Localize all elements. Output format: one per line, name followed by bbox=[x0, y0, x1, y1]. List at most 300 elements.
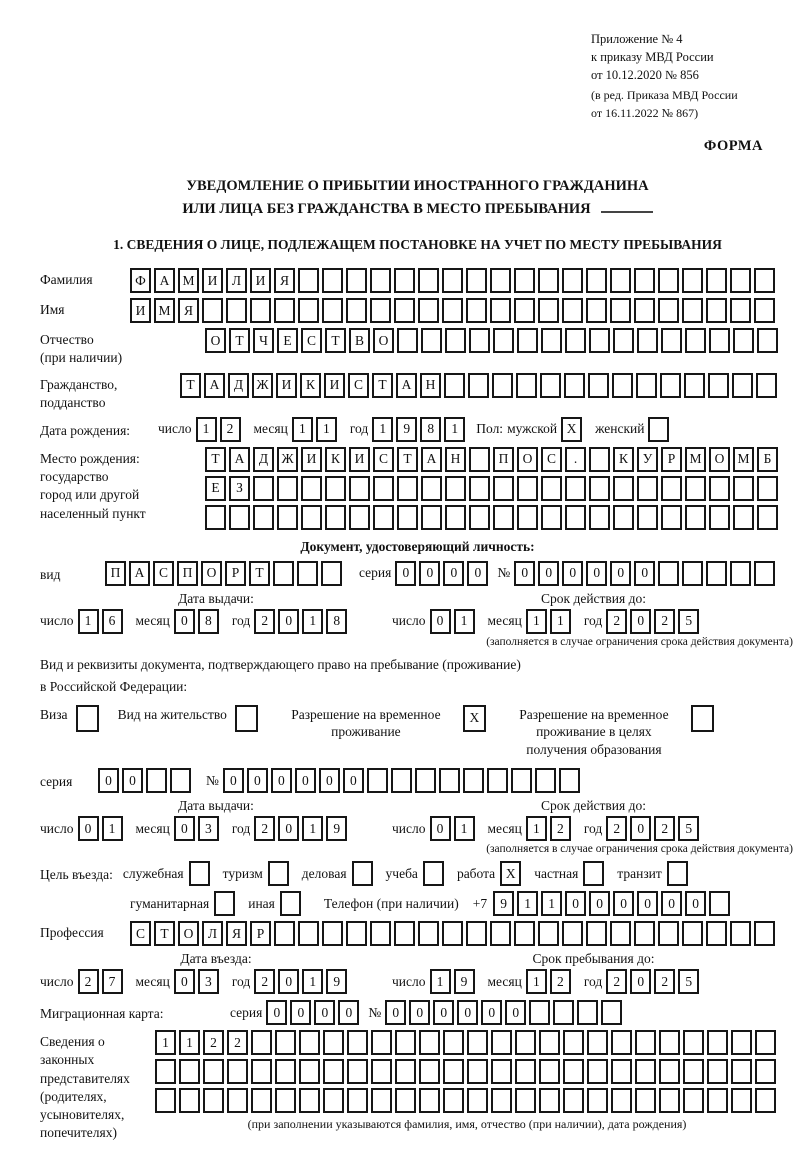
char-cell[interactable] bbox=[490, 921, 511, 946]
char-cell[interactable] bbox=[634, 268, 655, 293]
char-cell[interactable] bbox=[442, 921, 463, 946]
char-cell[interactable] bbox=[730, 298, 751, 323]
char-cell[interactable]: А bbox=[229, 447, 250, 472]
char-cell[interactable]: 0 bbox=[637, 891, 658, 916]
char-cell[interactable] bbox=[658, 921, 679, 946]
char-cell[interactable] bbox=[203, 1088, 224, 1113]
char-cell[interactable]: 3 bbox=[198, 816, 219, 841]
char-cell[interactable]: О bbox=[178, 921, 199, 946]
char-cell[interactable]: 0 bbox=[467, 561, 488, 586]
char-cell[interactable] bbox=[421, 505, 442, 530]
char-cell[interactable] bbox=[754, 268, 775, 293]
char-cell[interactable] bbox=[562, 268, 583, 293]
char-cell[interactable] bbox=[203, 1059, 224, 1084]
checkbox-purpose-humanitarian[interactable] bbox=[214, 891, 235, 916]
char-cell[interactable]: 2 bbox=[654, 609, 675, 634]
char-cell[interactable] bbox=[301, 476, 322, 501]
char-cell[interactable] bbox=[517, 476, 538, 501]
char-cell[interactable]: 0 bbox=[174, 969, 195, 994]
char-cell[interactable] bbox=[659, 1088, 680, 1113]
char-cell[interactable] bbox=[754, 561, 775, 586]
char-cell[interactable]: 0 bbox=[481, 1000, 502, 1025]
char-cell[interactable] bbox=[589, 328, 610, 353]
char-cell[interactable] bbox=[709, 505, 730, 530]
char-cell[interactable] bbox=[325, 476, 346, 501]
char-cell[interactable] bbox=[553, 1000, 574, 1025]
char-cell[interactable]: С bbox=[373, 447, 394, 472]
char-cell[interactable] bbox=[397, 476, 418, 501]
char-cell[interactable] bbox=[397, 505, 418, 530]
char-cell[interactable] bbox=[706, 298, 727, 323]
checkbox-gender-male[interactable]: X bbox=[561, 417, 582, 442]
char-cell[interactable]: 0 bbox=[685, 891, 706, 916]
char-cell[interactable]: У bbox=[637, 447, 658, 472]
char-cell[interactable]: 1 bbox=[102, 816, 123, 841]
checkbox-temp-residence-permit-education[interactable] bbox=[691, 705, 714, 732]
char-cell[interactable]: 0 bbox=[266, 1000, 287, 1025]
char-cell[interactable] bbox=[321, 561, 342, 586]
char-cell[interactable] bbox=[730, 921, 751, 946]
char-cell[interactable] bbox=[468, 373, 489, 398]
char-cell[interactable] bbox=[610, 268, 631, 293]
char-cell[interactable]: А bbox=[396, 373, 417, 398]
char-cell[interactable] bbox=[637, 328, 658, 353]
char-cell[interactable] bbox=[535, 768, 556, 793]
char-cell[interactable]: 5 bbox=[678, 816, 699, 841]
char-cell[interactable] bbox=[635, 1030, 656, 1055]
char-cell[interactable] bbox=[205, 505, 226, 530]
char-cell[interactable] bbox=[635, 1059, 656, 1084]
checkbox-residence-permit[interactable] bbox=[235, 705, 258, 732]
checkbox-purpose-transit[interactable] bbox=[667, 861, 688, 886]
char-cell[interactable]: 0 bbox=[538, 561, 559, 586]
char-cell[interactable]: 2 bbox=[254, 816, 275, 841]
char-cell[interactable] bbox=[346, 268, 367, 293]
char-cell[interactable] bbox=[588, 373, 609, 398]
char-cell[interactable] bbox=[514, 298, 535, 323]
char-cell[interactable] bbox=[490, 268, 511, 293]
char-cell[interactable]: 5 bbox=[678, 609, 699, 634]
char-cell[interactable] bbox=[683, 1088, 704, 1113]
char-cell[interactable]: 0 bbox=[314, 1000, 335, 1025]
char-cell[interactable]: 2 bbox=[78, 969, 99, 994]
char-cell[interactable]: 1 bbox=[292, 417, 313, 442]
char-cell[interactable]: К bbox=[613, 447, 634, 472]
char-cell[interactable] bbox=[439, 768, 460, 793]
char-cell[interactable] bbox=[539, 1030, 560, 1055]
char-cell[interactable] bbox=[469, 476, 490, 501]
char-cell[interactable]: 9 bbox=[326, 969, 347, 994]
char-cell[interactable] bbox=[469, 328, 490, 353]
char-cell[interactable] bbox=[251, 1030, 272, 1055]
char-cell[interactable]: 0 bbox=[610, 561, 631, 586]
char-cell[interactable]: Р bbox=[250, 921, 271, 946]
char-cell[interactable]: А bbox=[421, 447, 442, 472]
char-cell[interactable]: К bbox=[300, 373, 321, 398]
char-cell[interactable] bbox=[516, 373, 537, 398]
char-cell[interactable]: 0 bbox=[630, 609, 651, 634]
char-cell[interactable] bbox=[394, 298, 415, 323]
char-cell[interactable]: 0 bbox=[430, 609, 451, 634]
char-cell[interactable]: 0 bbox=[78, 816, 99, 841]
char-cell[interactable] bbox=[682, 268, 703, 293]
char-cell[interactable]: 0 bbox=[630, 816, 651, 841]
char-cell[interactable] bbox=[563, 1088, 584, 1113]
char-cell[interactable]: 0 bbox=[630, 969, 651, 994]
char-cell[interactable] bbox=[515, 1030, 536, 1055]
char-cell[interactable] bbox=[442, 298, 463, 323]
char-cell[interactable]: М bbox=[685, 447, 706, 472]
char-cell[interactable] bbox=[707, 1030, 728, 1055]
char-cell[interactable]: 2 bbox=[654, 816, 675, 841]
char-cell[interactable] bbox=[586, 268, 607, 293]
checkbox-purpose-private[interactable] bbox=[583, 861, 604, 886]
char-cell[interactable]: 1 bbox=[430, 969, 451, 994]
char-cell[interactable]: 1 bbox=[541, 891, 562, 916]
char-cell[interactable] bbox=[538, 921, 559, 946]
char-cell[interactable] bbox=[538, 268, 559, 293]
char-cell[interactable]: 0 bbox=[457, 1000, 478, 1025]
char-cell[interactable] bbox=[155, 1059, 176, 1084]
char-cell[interactable] bbox=[347, 1059, 368, 1084]
char-cell[interactable]: 0 bbox=[409, 1000, 430, 1025]
char-cell[interactable]: 9 bbox=[493, 891, 514, 916]
char-cell[interactable] bbox=[517, 328, 538, 353]
char-cell[interactable]: П bbox=[177, 561, 198, 586]
char-cell[interactable] bbox=[275, 1030, 296, 1055]
char-cell[interactable] bbox=[298, 298, 319, 323]
char-cell[interactable]: Н bbox=[445, 447, 466, 472]
char-cell[interactable] bbox=[610, 298, 631, 323]
char-cell[interactable] bbox=[493, 476, 514, 501]
char-cell[interactable] bbox=[559, 768, 580, 793]
char-cell[interactable] bbox=[443, 1088, 464, 1113]
char-cell[interactable] bbox=[562, 298, 583, 323]
char-cell[interactable] bbox=[538, 298, 559, 323]
char-cell[interactable] bbox=[443, 1030, 464, 1055]
char-cell[interactable] bbox=[419, 1059, 440, 1084]
char-cell[interactable] bbox=[541, 505, 562, 530]
char-cell[interactable] bbox=[274, 298, 295, 323]
char-cell[interactable] bbox=[395, 1059, 416, 1084]
checkbox-purpose-tourism[interactable] bbox=[268, 861, 289, 886]
char-cell[interactable] bbox=[517, 505, 538, 530]
char-cell[interactable] bbox=[658, 268, 679, 293]
char-cell[interactable]: 2 bbox=[606, 816, 627, 841]
char-cell[interactable]: 0 bbox=[433, 1000, 454, 1025]
char-cell[interactable] bbox=[419, 1030, 440, 1055]
char-cell[interactable]: И bbox=[349, 447, 370, 472]
char-cell[interactable] bbox=[349, 476, 370, 501]
char-cell[interactable]: О bbox=[373, 328, 394, 353]
checkbox-temp-residence-permit[interactable]: X bbox=[463, 705, 486, 732]
char-cell[interactable]: 0 bbox=[290, 1000, 311, 1025]
char-cell[interactable] bbox=[418, 298, 439, 323]
char-cell[interactable] bbox=[587, 1088, 608, 1113]
char-cell[interactable]: 6 bbox=[102, 609, 123, 634]
char-cell[interactable]: К bbox=[325, 447, 346, 472]
char-cell[interactable]: Т bbox=[397, 447, 418, 472]
char-cell[interactable] bbox=[467, 1059, 488, 1084]
char-cell[interactable]: 1 bbox=[302, 969, 323, 994]
char-cell[interactable] bbox=[685, 328, 706, 353]
char-cell[interactable] bbox=[170, 768, 191, 793]
char-cell[interactable] bbox=[587, 1059, 608, 1084]
char-cell[interactable]: 9 bbox=[326, 816, 347, 841]
char-cell[interactable] bbox=[301, 505, 322, 530]
char-cell[interactable] bbox=[347, 1088, 368, 1113]
checkbox-visa[interactable] bbox=[76, 705, 99, 732]
char-cell[interactable] bbox=[730, 268, 751, 293]
char-cell[interactable] bbox=[179, 1059, 200, 1084]
char-cell[interactable]: 2 bbox=[254, 609, 275, 634]
char-cell[interactable]: Е bbox=[277, 328, 298, 353]
char-cell[interactable] bbox=[463, 768, 484, 793]
char-cell[interactable]: О bbox=[205, 328, 226, 353]
char-cell[interactable] bbox=[659, 1059, 680, 1084]
char-cell[interactable]: 1 bbox=[316, 417, 337, 442]
char-cell[interactable]: Ж bbox=[277, 447, 298, 472]
char-cell[interactable]: С bbox=[301, 328, 322, 353]
char-cell[interactable] bbox=[469, 505, 490, 530]
char-cell[interactable]: З bbox=[229, 476, 250, 501]
char-cell[interactable]: О bbox=[517, 447, 538, 472]
char-cell[interactable]: Т bbox=[205, 447, 226, 472]
char-cell[interactable]: 0 bbox=[174, 816, 195, 841]
char-cell[interactable] bbox=[394, 921, 415, 946]
char-cell[interactable]: 0 bbox=[98, 768, 119, 793]
char-cell[interactable] bbox=[541, 476, 562, 501]
char-cell[interactable]: 2 bbox=[203, 1030, 224, 1055]
char-cell[interactable]: 2 bbox=[550, 816, 571, 841]
char-cell[interactable]: О bbox=[201, 561, 222, 586]
char-cell[interactable] bbox=[445, 476, 466, 501]
char-cell[interactable] bbox=[251, 1059, 272, 1084]
char-cell[interactable] bbox=[421, 476, 442, 501]
char-cell[interactable] bbox=[371, 1059, 392, 1084]
char-cell[interactable] bbox=[275, 1088, 296, 1113]
char-cell[interactable]: Т bbox=[372, 373, 393, 398]
char-cell[interactable] bbox=[445, 505, 466, 530]
char-cell[interactable] bbox=[587, 1030, 608, 1055]
char-cell[interactable] bbox=[253, 476, 274, 501]
char-cell[interactable]: 0 bbox=[338, 1000, 359, 1025]
char-cell[interactable] bbox=[373, 505, 394, 530]
char-cell[interactable] bbox=[493, 328, 514, 353]
char-cell[interactable] bbox=[229, 505, 250, 530]
char-cell[interactable] bbox=[682, 561, 703, 586]
char-cell[interactable] bbox=[466, 268, 487, 293]
char-cell[interactable] bbox=[611, 1059, 632, 1084]
char-cell[interactable] bbox=[540, 373, 561, 398]
char-cell[interactable] bbox=[757, 505, 778, 530]
char-cell[interactable] bbox=[298, 268, 319, 293]
char-cell[interactable] bbox=[322, 921, 343, 946]
char-cell[interactable] bbox=[634, 298, 655, 323]
char-cell[interactable] bbox=[730, 561, 751, 586]
char-cell[interactable]: 0 bbox=[661, 891, 682, 916]
char-cell[interactable]: М bbox=[733, 447, 754, 472]
char-cell[interactable] bbox=[636, 373, 657, 398]
char-cell[interactable] bbox=[708, 373, 729, 398]
char-cell[interactable]: А bbox=[154, 268, 175, 293]
char-cell[interactable] bbox=[754, 298, 775, 323]
char-cell[interactable]: 2 bbox=[654, 969, 675, 994]
char-cell[interactable] bbox=[421, 328, 442, 353]
char-cell[interactable] bbox=[442, 268, 463, 293]
char-cell[interactable]: 1 bbox=[372, 417, 393, 442]
char-cell[interactable] bbox=[146, 768, 167, 793]
char-cell[interactable] bbox=[731, 1059, 752, 1084]
char-cell[interactable] bbox=[299, 1030, 320, 1055]
char-cell[interactable]: Т bbox=[180, 373, 201, 398]
char-cell[interactable]: 0 bbox=[586, 561, 607, 586]
char-cell[interactable] bbox=[613, 328, 634, 353]
char-cell[interactable] bbox=[586, 298, 607, 323]
char-cell[interactable] bbox=[564, 373, 585, 398]
char-cell[interactable]: 0 bbox=[443, 561, 464, 586]
char-cell[interactable]: 0 bbox=[223, 768, 244, 793]
char-cell[interactable] bbox=[275, 1059, 296, 1084]
char-cell[interactable]: 0 bbox=[634, 561, 655, 586]
char-cell[interactable] bbox=[467, 1088, 488, 1113]
char-cell[interactable] bbox=[515, 1059, 536, 1084]
char-cell[interactable] bbox=[445, 328, 466, 353]
char-cell[interactable] bbox=[323, 1088, 344, 1113]
char-cell[interactable]: Р bbox=[661, 447, 682, 472]
char-cell[interactable] bbox=[370, 268, 391, 293]
char-cell[interactable]: 0 bbox=[385, 1000, 406, 1025]
char-cell[interactable] bbox=[613, 476, 634, 501]
char-cell[interactable]: Д bbox=[228, 373, 249, 398]
char-cell[interactable] bbox=[755, 1088, 776, 1113]
char-cell[interactable] bbox=[466, 298, 487, 323]
char-cell[interactable] bbox=[577, 1000, 598, 1025]
char-cell[interactable]: С bbox=[130, 921, 151, 946]
char-cell[interactable] bbox=[658, 561, 679, 586]
char-cell[interactable] bbox=[757, 328, 778, 353]
char-cell[interactable] bbox=[660, 373, 681, 398]
char-cell[interactable] bbox=[589, 505, 610, 530]
char-cell[interactable] bbox=[586, 921, 607, 946]
char-cell[interactable] bbox=[155, 1088, 176, 1113]
char-cell[interactable] bbox=[418, 921, 439, 946]
char-cell[interactable] bbox=[706, 921, 727, 946]
char-cell[interactable] bbox=[529, 1000, 550, 1025]
char-cell[interactable] bbox=[610, 921, 631, 946]
char-cell[interactable] bbox=[443, 1059, 464, 1084]
char-cell[interactable] bbox=[325, 505, 346, 530]
char-cell[interactable] bbox=[444, 373, 465, 398]
char-cell[interactable] bbox=[466, 921, 487, 946]
char-cell[interactable]: 0 bbox=[562, 561, 583, 586]
char-cell[interactable]: 0 bbox=[295, 768, 316, 793]
char-cell[interactable] bbox=[563, 1059, 584, 1084]
char-cell[interactable] bbox=[511, 768, 532, 793]
char-cell[interactable] bbox=[756, 373, 777, 398]
char-cell[interactable]: Н bbox=[420, 373, 441, 398]
char-cell[interactable] bbox=[539, 1088, 560, 1113]
char-cell[interactable]: 3 bbox=[198, 969, 219, 994]
char-cell[interactable] bbox=[706, 268, 727, 293]
char-cell[interactable]: И bbox=[301, 447, 322, 472]
char-cell[interactable] bbox=[637, 505, 658, 530]
char-cell[interactable] bbox=[565, 505, 586, 530]
char-cell[interactable] bbox=[733, 328, 754, 353]
char-cell[interactable] bbox=[613, 505, 634, 530]
char-cell[interactable] bbox=[347, 1030, 368, 1055]
char-cell[interactable]: 2 bbox=[227, 1030, 248, 1055]
char-cell[interactable] bbox=[277, 476, 298, 501]
char-cell[interactable] bbox=[637, 476, 658, 501]
char-cell[interactable]: 0 bbox=[589, 891, 610, 916]
char-cell[interactable]: Ч bbox=[253, 328, 274, 353]
char-cell[interactable]: 1 bbox=[517, 891, 538, 916]
char-cell[interactable] bbox=[683, 1059, 704, 1084]
char-cell[interactable]: Ж bbox=[252, 373, 273, 398]
char-cell[interactable]: 2 bbox=[254, 969, 275, 994]
char-cell[interactable]: 1 bbox=[302, 609, 323, 634]
char-cell[interactable]: Б bbox=[757, 447, 778, 472]
char-cell[interactable] bbox=[707, 1088, 728, 1113]
char-cell[interactable]: И bbox=[202, 268, 223, 293]
char-cell[interactable] bbox=[658, 298, 679, 323]
char-cell[interactable]: Т bbox=[154, 921, 175, 946]
char-cell[interactable] bbox=[419, 1088, 440, 1113]
char-cell[interactable] bbox=[611, 1088, 632, 1113]
char-cell[interactable] bbox=[635, 1088, 656, 1113]
char-cell[interactable]: 9 bbox=[396, 417, 417, 442]
char-cell[interactable] bbox=[493, 505, 514, 530]
char-cell[interactable] bbox=[634, 921, 655, 946]
char-cell[interactable] bbox=[514, 268, 535, 293]
char-cell[interactable] bbox=[346, 298, 367, 323]
char-cell[interactable] bbox=[395, 1088, 416, 1113]
char-cell[interactable] bbox=[467, 1030, 488, 1055]
char-cell[interactable] bbox=[682, 921, 703, 946]
char-cell[interactable] bbox=[349, 505, 370, 530]
char-cell[interactable] bbox=[469, 447, 490, 472]
char-cell[interactable] bbox=[514, 921, 535, 946]
char-cell[interactable] bbox=[397, 328, 418, 353]
char-cell[interactable] bbox=[562, 921, 583, 946]
char-cell[interactable] bbox=[684, 373, 705, 398]
char-cell[interactable]: И bbox=[130, 298, 151, 323]
char-cell[interactable] bbox=[709, 328, 730, 353]
char-cell[interactable]: М bbox=[178, 268, 199, 293]
char-cell[interactable]: . bbox=[565, 447, 586, 472]
char-cell[interactable]: 8 bbox=[326, 609, 347, 634]
char-cell[interactable] bbox=[371, 1088, 392, 1113]
char-cell[interactable] bbox=[491, 1059, 512, 1084]
char-cell[interactable] bbox=[253, 505, 274, 530]
char-cell[interactable]: 0 bbox=[514, 561, 535, 586]
char-cell[interactable] bbox=[490, 298, 511, 323]
char-cell[interactable]: 7 bbox=[102, 969, 123, 994]
char-cell[interactable] bbox=[415, 768, 436, 793]
char-cell[interactable]: П bbox=[105, 561, 126, 586]
char-cell[interactable]: 0 bbox=[247, 768, 268, 793]
char-cell[interactable] bbox=[299, 1088, 320, 1113]
char-cell[interactable] bbox=[226, 298, 247, 323]
char-cell[interactable]: 5 bbox=[678, 969, 699, 994]
char-cell[interactable] bbox=[565, 476, 586, 501]
char-cell[interactable] bbox=[709, 476, 730, 501]
char-cell[interactable] bbox=[685, 476, 706, 501]
checkbox-purpose-study[interactable] bbox=[423, 861, 444, 886]
checkbox-purpose-other[interactable] bbox=[280, 891, 301, 916]
char-cell[interactable] bbox=[685, 505, 706, 530]
